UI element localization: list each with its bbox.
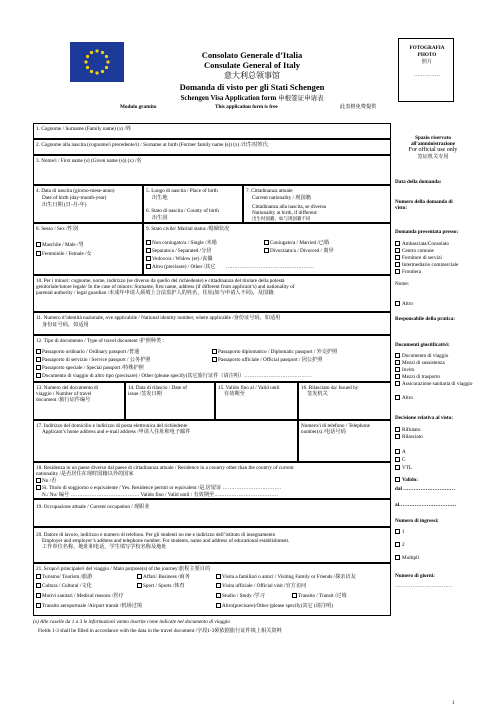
form-title-it: Domanda di visto per gli Stati Schengen — [179, 82, 325, 92]
checkbox-icon — [216, 603, 221, 608]
photo-box — [398, 38, 454, 102]
minor-label-1: 10. Per i minori: cognome, nome, indirizzo (se diverso da quello del richiedente) e cittadinanza del titolare della potestà — [36, 278, 285, 284]
doc-official[interactable]: Passaporto ufficiale / Official passport / 因公护照 — [212, 357, 323, 363]
field-marital-status — [143, 223, 391, 275]
lodged-service-provider[interactable]: Fornitore di servizi — [395, 255, 442, 261]
checkbox-icon — [212, 349, 217, 354]
field-issued-by[interactable] — [298, 382, 391, 420]
purpose-business[interactable]: Affari/ Business /商务 — [137, 574, 191, 580]
form-title-cn: 申根签证申请表 — [278, 95, 324, 102]
name-label: Nome: — [395, 281, 410, 287]
marital-single[interactable]: Non coniugato/a / Single /未婚 — [146, 240, 218, 246]
doc-invitation[interactable]: Invito — [395, 367, 414, 373]
number-of-days-label: Numero di giorni: — [395, 573, 435, 579]
doc-other[interactable]: Altro — [395, 395, 413, 401]
field-surname-label: 1. Cognome / Surname (Family name) (x) /姓 — [36, 126, 132, 132]
checkbox-icon — [395, 434, 400, 439]
purpose-other[interactable]: Altro(precisare)/Other (please specify)其它 (请注明) — [216, 603, 334, 609]
checkbox-icon — [36, 485, 41, 490]
field-first-name-label: 3. Nome/i / First name (s) (Given name (s)) (x) /名 — [36, 158, 142, 164]
checkbox-icon — [395, 529, 400, 534]
field-employer[interactable] — [33, 527, 391, 563]
cob-label: 6. Stato di nascita / County of birth — [146, 208, 219, 214]
checkbox-icon — [395, 449, 400, 454]
checkbox-icon — [36, 603, 41, 608]
supporting-documents-label: Documenti giustificativi: — [395, 342, 450, 348]
free-en: This application form is free — [215, 104, 278, 110]
pob-label: 5. Luogo di nascita / Place of birth — [146, 188, 218, 194]
marital-widow[interactable]: Vedovo/a / Widow (er) /丧偶 — [146, 256, 214, 262]
free-it: Modulo gratuito — [120, 104, 157, 110]
reserved-label-4: 签证机关专用 — [417, 154, 449, 160]
checkbox-icon — [36, 242, 41, 247]
checkbox-icon — [36, 365, 41, 370]
reserved-label-1: Spazio riservato — [415, 135, 451, 141]
purpose-label: 21. Scopo/i principale/i del viaggio / Main purpose(s) of the journey:旅程主要目的 — [36, 566, 211, 572]
checkbox-icon — [36, 593, 41, 598]
doc-means-of-transport[interactable]: Mezzi di trasporto — [395, 374, 440, 380]
purpose-visiting[interactable]: Visita a familiari o amici / Visiting Family or Friends /探亲访友 — [216, 574, 357, 580]
checkbox-icon — [146, 256, 151, 261]
marital-label: 9. Stato civile/ Marital status /婚姻状况 — [146, 226, 230, 232]
issue-date-label-cn: issue /签发日期 — [128, 391, 162, 397]
checkbox-icon — [395, 555, 400, 560]
checkbox-icon — [216, 593, 221, 598]
checkbox-icon — [395, 381, 400, 386]
checkbox-icon — [146, 248, 151, 253]
visa-type-vtl[interactable]: VTL — [395, 465, 412, 471]
valid-until-label-cn: 有效期至 — [224, 391, 245, 397]
checkbox-icon — [264, 240, 269, 245]
employer-label-1: 20. Datore di lavoro, indirizzo e numero di telefono. Per gli studenti no me e indirizzo dell’istituto di insegnamento — [36, 532, 276, 538]
checkbox-icon — [36, 251, 41, 256]
marital-divorced[interactable]: Divorziato/a / Divorced / 离异 — [264, 248, 335, 254]
field-national-id[interactable] — [33, 312, 391, 335]
doc-special[interactable]: Passaporto speciale / Special passport /特殊护照 — [36, 365, 145, 371]
telephone-label-cn: number(s) /电话号码 — [301, 429, 346, 435]
field-valid-until[interactable] — [215, 382, 298, 420]
residence-label-2: nationality /是否居住在现时国籍以外的国家 — [36, 471, 134, 477]
official-use-panel — [391, 123, 475, 616]
field-minor-guardian[interactable] — [33, 275, 391, 312]
field-date-of-birth[interactable] — [33, 185, 143, 223]
field-first-name[interactable] — [33, 155, 391, 185]
photo-label-it: FOTOGRAFIA — [409, 45, 445, 51]
checkbox-icon — [395, 353, 400, 358]
consulate-name-cn: 意大利总领事馆 — [224, 71, 280, 80]
checkbox-icon — [137, 583, 142, 588]
form-title-en: Schengen Visa Application form — [180, 94, 277, 102]
sex-label: 8. Sesso / Sex /性别 — [36, 226, 78, 232]
residence-no[interactable]: No /否 — [36, 478, 57, 484]
cob-label-cn: 出生国 — [152, 215, 168, 221]
field-surname[interactable] — [33, 123, 391, 139]
checkbox-icon — [36, 583, 41, 588]
purpose-official[interactable]: Visita ufficiale / Official visit /官方访问 — [216, 583, 307, 589]
checkbox-icon — [395, 248, 400, 253]
reserved-label-2: all'amministrazione — [410, 141, 456, 147]
checkbox-icon — [264, 248, 269, 253]
decision-refused[interactable]: Rifiutato — [395, 427, 420, 433]
nationality-label-en: Current nationality / 现国籍 — [252, 195, 311, 201]
free-cn: 此表格免费提供 — [340, 104, 377, 110]
travel-doc-number-label-1: 13. Numero del documento di — [36, 385, 99, 391]
sex-option-male[interactable]: Maschile / Male /男 — [36, 242, 85, 248]
photo-dots: …………… — [414, 72, 440, 78]
valid-to[interactable]: al…………………………… — [395, 502, 457, 508]
minor-label-3: parental authority / legal guardian /未成年申请人须填上合法监护人的姓名，住址(如与申请人不同)，及国籍: — [36, 290, 275, 296]
travel-doc-number-label-2: viaggio / Number of travel — [36, 391, 92, 397]
checkbox-icon — [395, 301, 400, 306]
number-of-entries-label: Numero di ingressi: — [395, 518, 439, 524]
field-purpose — [33, 563, 391, 616]
checkbox-icon — [137, 574, 142, 579]
date-of-application-label: Data della domanda: — [395, 179, 442, 185]
doc-service[interactable]: Passaporto di servizio / Service passport / 公务护照 — [36, 357, 152, 363]
purpose-cultural[interactable]: Cultura / Cultural /文化 — [36, 583, 93, 589]
lodged-border[interactable]: Frontiera — [395, 269, 421, 275]
page-number: 1 — [452, 700, 455, 706]
sex-option-female[interactable]: Femminile / Female /女 — [36, 251, 93, 257]
field-telephone[interactable] — [298, 420, 391, 462]
checkbox-icon — [395, 262, 400, 267]
employer-label-2: Employer and employer’s address and telephone number. For students, name and address of educational establishment. — [42, 538, 290, 544]
doc-diplomatic[interactable]: Passaporto diplomatico / Diplomatic passport / 外交护照 — [212, 349, 338, 355]
footnote-line-1: (x) Alle caselle da 1 a 3 le informazioni vanno inserite come indicate nel documento di viaggio — [33, 619, 230, 625]
purpose-medical[interactable]: Motivi sanitari / Medical reasons /医疗 — [36, 593, 125, 599]
checkbox-icon — [395, 269, 400, 274]
checkbox-icon — [292, 593, 297, 598]
field-surname-at-birth-label: 2. Cognome alla nascita (cognome/i precedente/i) / Surname at birth (Former family name (s)) (x) /出生时姓氏 — [36, 142, 268, 148]
checkbox-icon — [395, 367, 400, 372]
entries-multiple[interactable]: Multipli — [395, 555, 419, 561]
application-number-label-1: Numero della domanda di — [395, 199, 453, 205]
field-sex — [33, 223, 143, 275]
footnote-line-2: Fields 1-3 shall be filled in accordance with the data in the travel document /字段1-3须依据旅行证件填上相关资料 — [38, 628, 282, 634]
purpose-airport-transit[interactable]: Transito aeroportuale /Airport transit /机场过境 — [36, 603, 143, 609]
marital-other[interactable]: Altro (precisare) / Other /其它 …………………………………………… — [146, 264, 315, 270]
number-of-days-value[interactable]: …………………………… — [395, 583, 453, 589]
entries-1[interactable]: 1 — [395, 529, 405, 535]
checkbox-icon — [395, 255, 400, 260]
field-nationality[interactable] — [243, 185, 391, 223]
checkbox-icon — [395, 241, 400, 246]
checkbox-icon — [36, 478, 41, 483]
field-occupation[interactable] — [33, 499, 391, 527]
travel-doc-number-label-3: document /旅行证件编号 — [36, 397, 91, 403]
visa-type-c[interactable]: C — [395, 457, 405, 463]
field-home-address[interactable] — [33, 420, 298, 462]
reserved-label-3: For official use only — [408, 147, 458, 153]
residence-yes[interactable]: Sì. Titolo di soggiorno o equivalente / Yes. Residence permit or equivalent /是,居留证 ……………………………. — [36, 485, 282, 491]
dob-label-cn: 出生日期 (日-月-年) — [42, 202, 87, 208]
visa-decision-label: Decisione relativa al visto: — [395, 415, 453, 421]
nationality-birth-label-en: Nationality at birth, if different: — [252, 210, 318, 216]
checkbox-icon — [395, 542, 400, 547]
marital-separated[interactable]: Separato/a / Separated /分居 — [146, 248, 213, 254]
checkbox-icon — [395, 360, 400, 365]
lodged-common-centre[interactable]: Centro comune — [395, 248, 434, 254]
lodged-at-label: Domanda presentata presso: — [395, 229, 459, 235]
dob-label-it: 4. Data di nascita (giorno-mese-anno) — [36, 188, 115, 194]
doc-other[interactable]: Documento di viaggio di altro tipo (precisare) / Other (please specify)其它旅行证件（请注明）………………………………… — [36, 373, 313, 379]
purpose-tourism[interactable]: Turismo/ Tourism /旅游 — [36, 574, 93, 580]
checkbox-icon — [395, 395, 400, 400]
lodged-intermediary[interactable]: Intermediario commerciale — [395, 262, 458, 268]
doc-means-of-subsistence[interactable]: Mezzi di sussistenza — [395, 360, 445, 366]
lodged-other[interactable]: Altro — [395, 301, 413, 307]
purpose-study[interactable]: Studio / Study /学习 — [216, 593, 266, 599]
document-type-label: 12. Tipo di documento / Type of travel document /护照种类 : — [36, 338, 164, 344]
checkbox-icon — [146, 240, 151, 245]
field-place-of-birth[interactable] — [143, 185, 243, 223]
telephone-label: Numero/i di telefono / Telephone — [301, 423, 370, 429]
application-number-label-2: visto: — [395, 205, 408, 211]
consulate-name-it: Consolato Generale d’Italia — [201, 50, 303, 60]
doc-ordinary[interactable]: Passaporto ordinario / Ordinary passport /普通 — [36, 349, 140, 355]
file-handled-by-label: Responsabile della pratica: — [395, 316, 455, 322]
valid-from[interactable]: dal ………………………… — [395, 486, 456, 492]
field-surname-at-birth[interactable] — [33, 139, 391, 155]
nationality-birth-label-cn: 出生时国籍，如与现国籍不同 — [252, 216, 311, 221]
checkbox-icon — [36, 357, 41, 362]
field-document-type — [33, 335, 391, 382]
checkbox-icon — [212, 357, 217, 362]
purpose-sports[interactable]: Sport / Sports /体育 — [137, 583, 186, 589]
issued-by-label-cn: 签发机关 — [307, 391, 328, 397]
home-address-label: 17. Indirizzo del domicilio e indirizzo di posta elettronica del richiedente — [36, 423, 188, 429]
residence-label-1: 18. Residenza in un paese diverso dal paese di cittadinanza attuale / Residence in a country other than the country of current — [36, 465, 294, 471]
checkbox-icon — [36, 349, 41, 354]
photo-label-en: PHOTO — [417, 52, 437, 58]
field-issue-date[interactable] — [125, 382, 215, 420]
issued-by-label: 16. Rilasciato da/ Issued by — [301, 385, 359, 391]
checkbox-icon — [36, 574, 41, 579]
national-id-label: 11. Numero d’identità nazionale, ove applicabile / National identity number, where applicable /身份证号码，如适用 — [36, 315, 281, 321]
consulate-name-en: Consulate General of Italy — [203, 60, 301, 70]
occupation-label: 19. Occupazione attuale / Current occupation / 现职业 — [36, 504, 150, 510]
decision-issued[interactable]: Rilasciato — [395, 434, 423, 440]
photo-label-cn: 照片 — [421, 59, 433, 65]
checkbox-icon — [395, 457, 400, 462]
checkbox-icon — [146, 264, 151, 269]
checkbox-icon — [216, 583, 221, 588]
marital-married[interactable]: Coniugato/a / Married /已婚 — [264, 240, 330, 246]
valid-label[interactable]: Valido: — [395, 477, 418, 483]
doc-travel[interactable]: Documento di viaggio — [395, 353, 448, 359]
nationality-birth-label: Cittadinanza alla nascita, se diversa — [252, 204, 326, 210]
checkbox-icon — [216, 574, 221, 579]
checkbox-icon — [395, 427, 400, 432]
home-address-label-en: Applicant’s home address and e-mail address /申请人住址和电子邮件 — [42, 429, 191, 435]
entries-2[interactable]: 2 — [395, 542, 405, 548]
lodged-embassy[interactable]: Ambasciata/Consolato — [395, 241, 449, 247]
national-id-label-cn: 身份证号码，如适用 — [42, 322, 89, 328]
checkbox-icon — [395, 374, 400, 379]
checkbox-icon — [395, 477, 400, 482]
checkbox-icon — [395, 465, 400, 470]
minor-label-2: genitoriale/tutore legale/ In the case of minors: Surname, first name, address (if different from applicant’s) and nationality of — [36, 284, 295, 290]
nationality-label: 7. Cittadinanza attuale — [246, 188, 293, 194]
field-travel-doc-number[interactable] — [33, 382, 125, 420]
pob-label-cn: 出生地 — [152, 195, 168, 201]
field-residence — [33, 462, 391, 499]
purpose-transit[interactable]: Transito / Transit /过境 — [292, 593, 348, 599]
issue-date-label: 14. Data di rilascio / Date of — [128, 385, 187, 391]
employer-label-3: 工作单位名称，地址和电话，学生填写学校名称及地址 — [42, 544, 167, 550]
residence-permit-number[interactable]: N./ No/ 编号 …………………………………. Valido fino / Valid until / 有效期至………………………………. — [42, 492, 278, 498]
doc-travel-insurance[interactable]: Assicurazione sanitaria di viaggio — [395, 381, 475, 387]
valid-until-label: 15. Valido fino al / Valid until — [218, 385, 280, 391]
dob-label-en: Date of birth (day-month-year) — [42, 195, 107, 201]
visa-type-a[interactable]: A — [395, 449, 406, 455]
checkbox-icon — [36, 373, 41, 378]
